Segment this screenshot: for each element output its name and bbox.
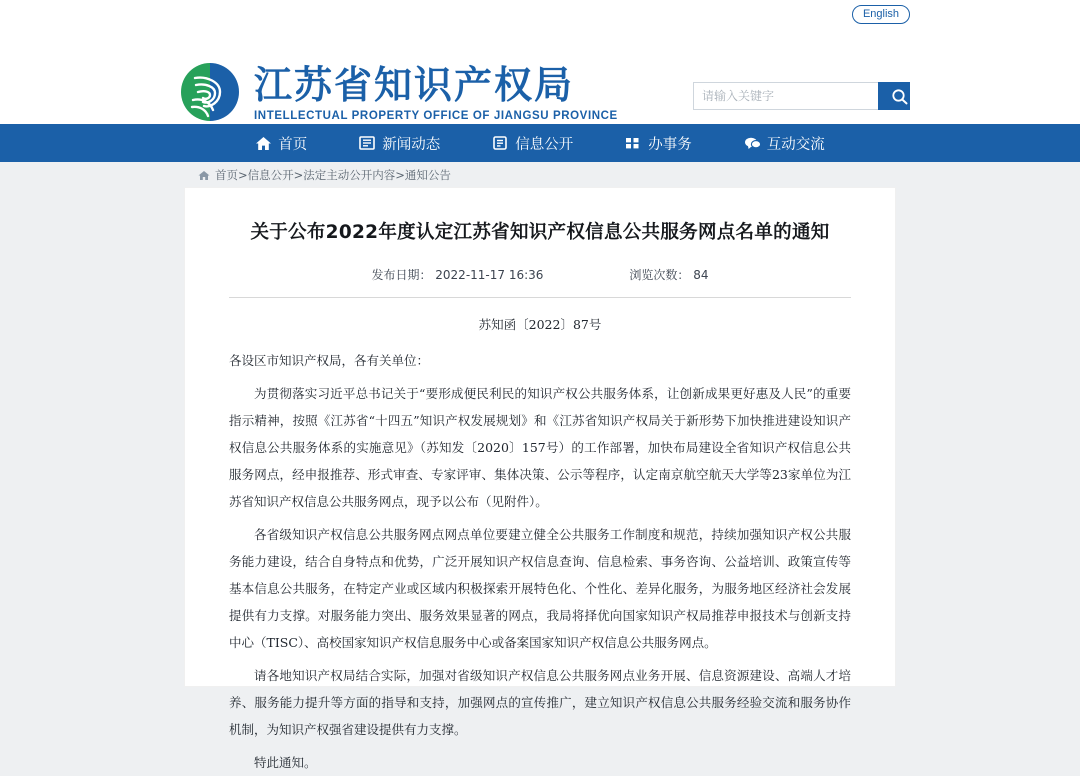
main-nav xyxy=(0,124,1080,162)
paragraph: 各设区市知识产权局，各有关单位： xyxy=(229,353,430,368)
nav-label: 新闻动态 xyxy=(382,136,441,153)
nav-label: 首页 xyxy=(278,136,308,153)
paragraph: 特此通知。 xyxy=(254,755,317,770)
breadcrumb-separator: > xyxy=(293,168,304,182)
nav-label: 互动交流 xyxy=(766,136,825,153)
document-body xyxy=(229,347,851,776)
breadcrumb-separator: > xyxy=(395,168,405,182)
home-small-icon xyxy=(198,170,210,181)
publish-date xyxy=(371,266,543,283)
divider xyxy=(229,297,851,298)
document-meta xyxy=(229,266,851,283)
page-title: 关于公布2022年度认定江苏省知识产权信息公共服务网点名单的通知 xyxy=(250,222,830,243)
breadcrumb-separator: > xyxy=(238,168,248,182)
nav-item-news[interactable] xyxy=(359,133,440,154)
breadcrumb-item-1[interactable]: 信息公开 xyxy=(247,168,294,182)
fingerprint-wave-logo-icon xyxy=(180,62,240,122)
top-bar xyxy=(0,0,1080,30)
nav-label: 办事务 xyxy=(648,136,692,153)
view-count-value: 84 xyxy=(693,268,709,282)
brand-text xyxy=(254,64,618,122)
nav-item-info-disclosure[interactable] xyxy=(492,133,573,154)
paragraph: 请各地知识产权局结合实际，加强对省级知识产权信息公共服务网点业务开展、信息资源建设、高端人才培养、服务能力提升等方面的指导和支持，加强网点的宣传推广，建立知识产权信息公共服务经验交流和服务协作机制，为知识产权强省建设提供有力支撑。 xyxy=(229,668,851,737)
grid-icon xyxy=(625,136,640,151)
chat-icon xyxy=(744,136,759,151)
document-number: 苏知函〔2022〕87号 xyxy=(478,317,602,332)
breadcrumb-item-3[interactable]: 通知公告 xyxy=(404,168,451,182)
nav-label: 信息公开 xyxy=(515,136,574,153)
newspaper-icon xyxy=(359,136,374,151)
nav-item-services[interactable] xyxy=(625,133,692,154)
view-count-label: 浏览次数： xyxy=(629,268,690,282)
breadcrumb-item-0[interactable]: 首页 xyxy=(215,168,238,182)
search-input[interactable] xyxy=(693,82,878,110)
site-logo[interactable] xyxy=(180,64,618,122)
nav-item-interaction[interactable] xyxy=(744,133,825,154)
breadcrumb xyxy=(0,162,1080,188)
site-header xyxy=(0,30,1080,124)
site-search[interactable] xyxy=(693,82,910,110)
paragraph: 各省级知识产权信息公共服务网点网点单位要建立健全公共服务工作制度和规范，持续加强知识产权公共服务能力建设，结合自身特点和优势，广泛开展知识产权信息查询、信息检索、事务咨询、公益培训、政策宣传等基本信息公共服务，在特定产业或区域内积极探索开展特色化、个性化、差异化服务，为服务地区经济社会发展提供有力支撑。对服务能力突出、服务效果显著的网点，我局将择优向国家知识产权局推荐申报技术与创新支持中心（TISC）、高校国家知识产权信息服务中心或备案国家知识产权信息公共服务网点。 xyxy=(229,527,851,650)
brand-name-cn: 江苏省知识产权局 xyxy=(254,63,575,107)
home-icon xyxy=(255,136,270,151)
document-sheet xyxy=(185,188,895,770)
nav-item-home[interactable] xyxy=(255,133,307,154)
search-button[interactable] xyxy=(878,82,910,110)
brand-name-en: INTELLECTUAL PROPERTY OFFICE OF JIANGSU PROVINCE xyxy=(254,110,618,122)
search-icon xyxy=(884,83,916,111)
publish-date-value: 2022-11-17 16:36 xyxy=(435,268,544,282)
document-icon xyxy=(492,136,507,151)
paragraph: 为贯彻落实习近平总书记关于“要形成便民利民的知识产权公共服务体系，让创新成果更好惠及人民”的重要指示精神，按照《江苏省“十四五”知识产权发展规划》和《江苏省知识产权局关于新形势下加快推进建设知识产权信息公共服务体系的实施意见》（苏知发〔2020〕157号）的工作部署，加快布局建设全省知识产权信息公共服务网点，经申报推荐、形式审查、专家评审、集体决策、公示等程序，认定南京航空航天大学等23家单位为江苏省知识产权信息公共服务网点，现予以公布（见附件）。 xyxy=(229,386,851,509)
english-language-button[interactable]: English xyxy=(852,5,910,24)
publish-date-label: 发布日期： xyxy=(371,268,432,282)
view-count xyxy=(629,266,708,283)
breadcrumb-item-2[interactable]: 法定主动公开内容 xyxy=(303,168,396,182)
